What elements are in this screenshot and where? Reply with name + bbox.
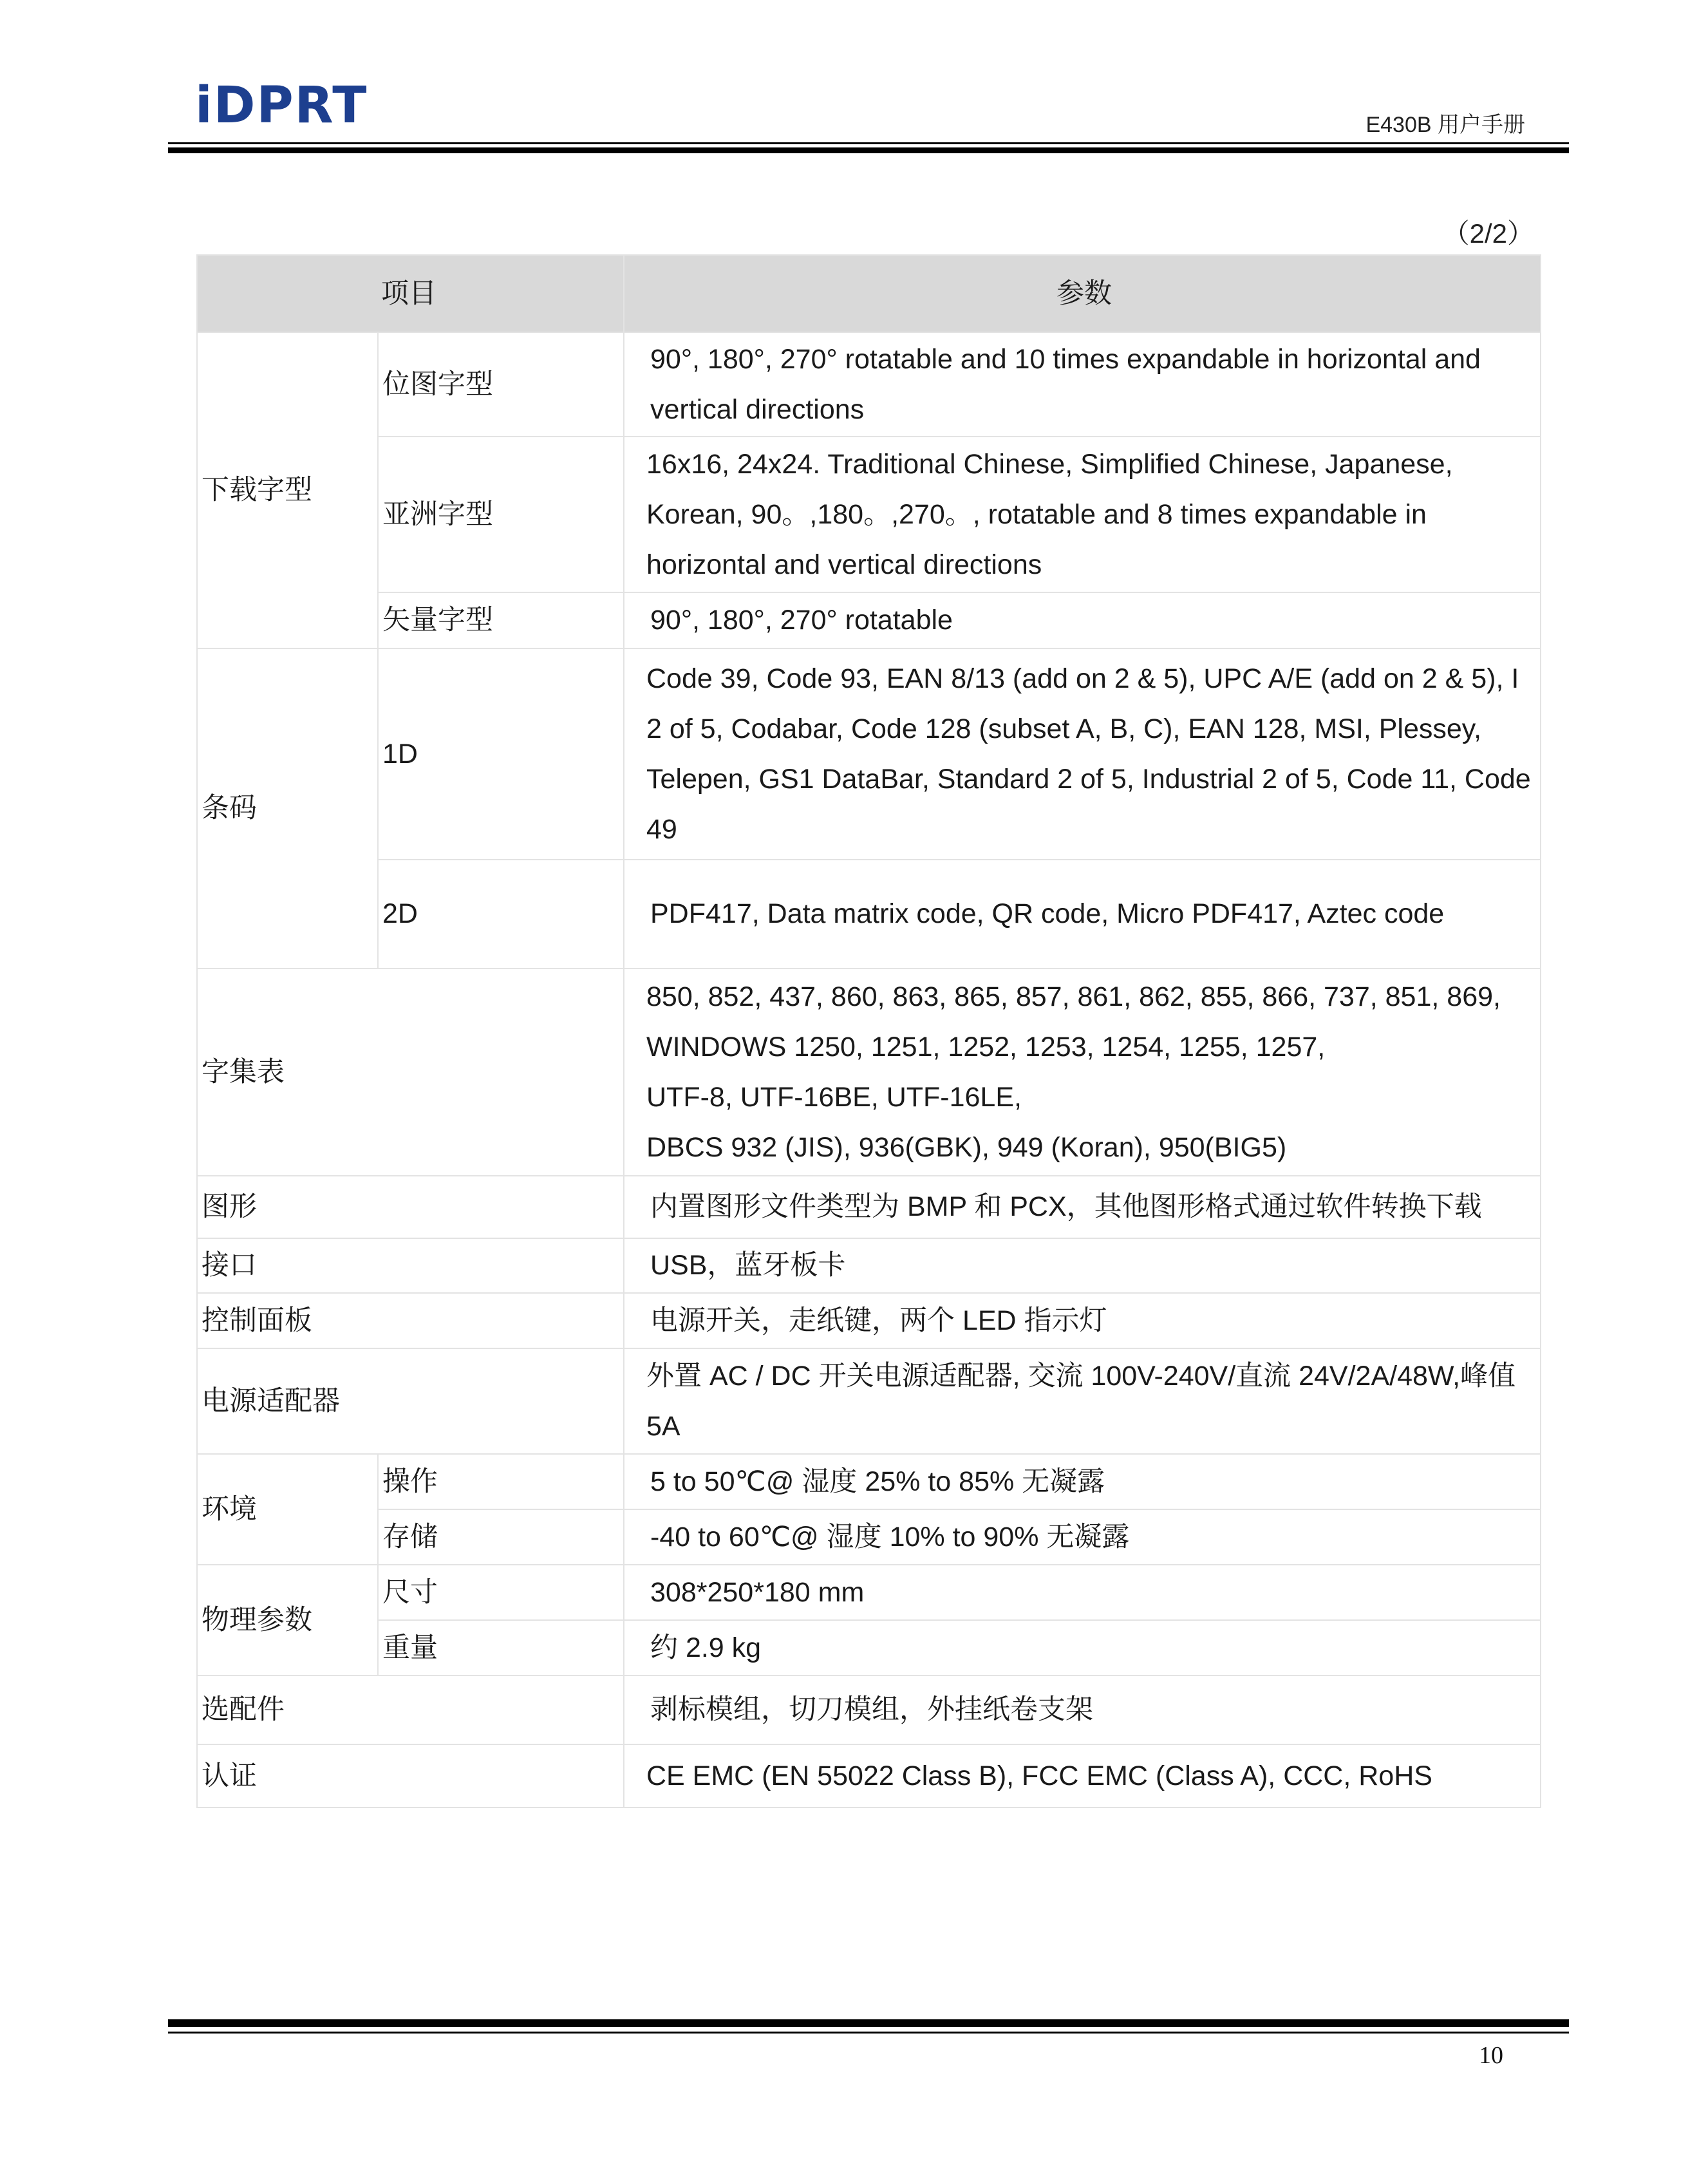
spec-table [196,254,1541,1808]
brand-logo [195,77,368,135]
table-row [197,1293,1541,1348]
header-rule-thin [168,142,1569,144]
charset-line: UTF-8, UTF-16BE, UTF-16LE, [646,1082,1022,1113]
label-size: 尺寸 [378,1565,624,1620]
value-graphics: 内置图形文件类型为 BMP 和 PCX，其他图形格式通过软件转换下载 [624,1176,1541,1238]
header-rule-thick [168,147,1569,153]
table-row [197,968,1541,1176]
table-row [197,1454,1541,1509]
table-row [197,1348,1541,1454]
label-interface: 接口 [197,1238,624,1293]
label-options: 选配件 [197,1675,624,1744]
table-header-row [197,255,1541,332]
value-weight: 约 2.9 kg [624,1620,1541,1675]
label-asian-font: 亚洲字型 [378,437,624,592]
label-bitmap-font: 位图字型 [378,332,624,437]
label-storage: 存储 [378,1509,624,1565]
table-row [197,1620,1541,1675]
label-weight: 重量 [378,1620,624,1675]
label-operation: 操作 [378,1454,624,1509]
table-row [197,648,1541,860]
label-control-panel: 控制面板 [197,1293,624,1348]
value-vector-font: 90°, 180°, 270° rotatable [624,592,1541,648]
value-power-adapter: 外置 AC / DC 开关电源适配器, 交流 100V-240V/直流 24V/2A/48W,峰值 5A [624,1348,1541,1454]
table-row [197,1238,1541,1293]
table-row [197,1744,1541,1807]
value-interface: USB，蓝牙板卡 [624,1238,1541,1293]
table-row [197,332,1541,437]
value-control-panel: 电源开关，走纸键，两个 LED 指示灯 [624,1293,1541,1348]
page-number: 10 [1479,2042,1503,2069]
label-power-adapter: 电源适配器 [197,1348,624,1454]
value-bitmap-font: 90°, 180°, 270° rotatable and 10 times expandable in horizontal and vertical directions [624,332,1541,437]
header-item: 项目 [197,255,624,332]
value-barcode-2d: PDF417, Data matrix code, QR code, Micro PDF417, Aztec code [624,860,1541,968]
value-charset [624,968,1541,1176]
table-row [197,1675,1541,1744]
label-barcode-1d: 1D [378,648,624,860]
value-storage: -40 to 60℃@ 湿度 10% to 90% 无凝露 [624,1509,1541,1565]
group-download-font: 下载字型 [197,332,378,648]
charset-line: 850, 852, 437, 860, 863, 865, 857, 861, 862, 855, 866, 737, 851, 869, [646,981,1501,1012]
label-charset: 字集表 [197,968,624,1176]
charset-line: DBCS 932 (JIS), 936(GBK), 949 (Koran), 950(BIG5) [646,1132,1287,1164]
table-row [197,1176,1541,1238]
value-certification: CE EMC (EN 55022 Class B), FCC EMC (Class A), CCC, RoHS [624,1744,1541,1807]
group-barcode: 条码 [197,648,378,968]
footer-rule-thin [168,2032,1569,2034]
document-title: E430B 用户手册 [1365,113,1525,137]
value-size: 308*250*180 mm [624,1565,1541,1620]
group-physical: 物理参数 [197,1565,378,1675]
label-certification: 认证 [197,1744,624,1807]
logo-text: iDPRT [195,77,368,135]
table-row [197,1565,1541,1620]
table-row [197,860,1541,968]
table-row [197,592,1541,648]
label-vector-font: 矢量字型 [378,592,624,648]
table-row [197,437,1541,592]
table-row [197,1509,1541,1565]
group-environment: 环境 [197,1454,378,1565]
table-page-counter: （2/2） [1442,218,1534,249]
label-barcode-2d: 2D [378,860,624,968]
footer-rule-thick [168,2019,1569,2027]
value-barcode-1d: Code 39, Code 93, EAN 8/13 (add on 2 & 5), UPC A/E (add on 2 & 5), I 2 of 5, Codabar, Code 128 (subset A, B, C), EAN 128, MSI, Plessey, Telepen, GS1 DataBar, Standard 2 of 5, Industrial 2 of 5, Code 11, Code 49 [624,648,1541,860]
value-asian-font: 16x16, 24x24. Traditional Chinese, Simplified Chinese, Japanese, Korean, 90。,180。,270。, rotatable and 8 times expandable in horizontal and vertical directions [624,437,1541,592]
label-graphics: 图形 [197,1176,624,1238]
value-operation: 5 to 50℃@ 湿度 25% to 85% 无凝露 [624,1454,1541,1509]
value-options: 剥标模组，切刀模组，外挂纸卷支架 [624,1675,1541,1744]
header-param: 参数 [624,255,1541,332]
charset-line: WINDOWS 1250, 1251, 1252, 1253, 1254, 1255, 1257, [646,1031,1326,1062]
